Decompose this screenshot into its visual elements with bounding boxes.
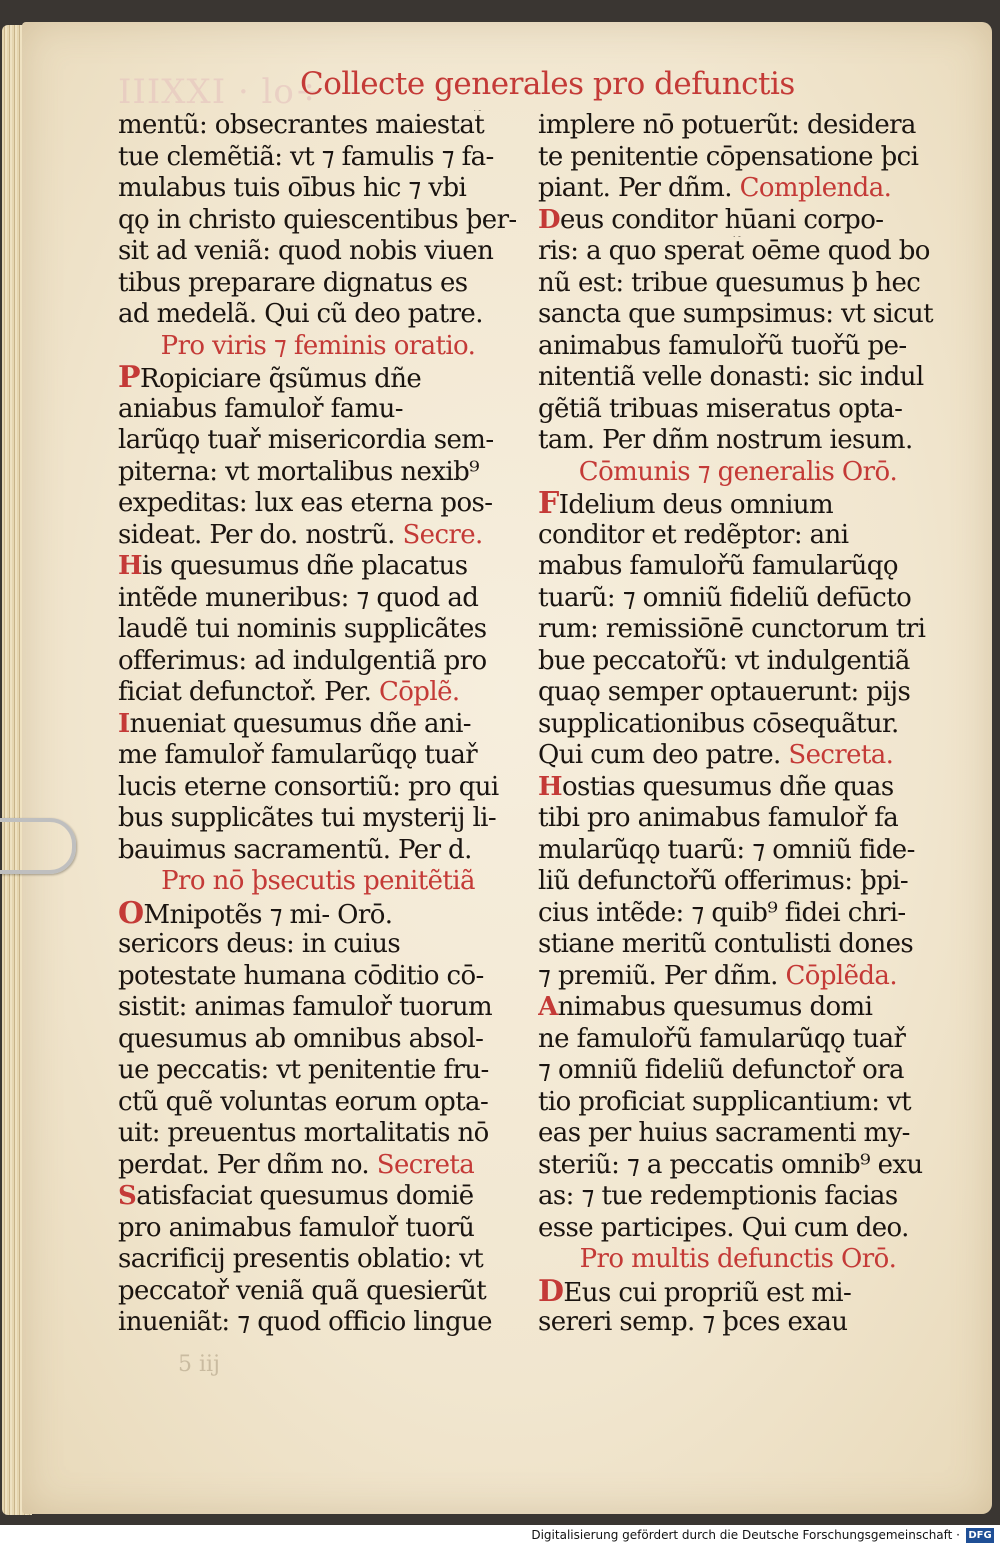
text-line <box>118 646 518 678</box>
text-line <box>118 551 518 583</box>
text-line <box>538 268 938 300</box>
line-text: potestate humana cōditio cō‐ <box>118 960 484 991</box>
line-text: tibus preparare dignatus es <box>118 267 468 298</box>
line-text: inueniãt: ⁊ quod officio lingue <box>118 1307 492 1337</box>
text-line <box>118 583 518 615</box>
line-text: perdat. Per dñm no. <box>118 1149 370 1180</box>
text-line <box>538 425 938 457</box>
text-line <box>118 1150 518 1182</box>
initial-letter: H <box>118 551 142 581</box>
text-line <box>538 646 938 678</box>
line-text: nimabus quesumus domi <box>557 992 873 1022</box>
text-line <box>118 898 518 930</box>
rubric-tail: Cōplẽda. <box>777 960 897 991</box>
line-text: sereri semp. ⁊ þces exau <box>538 1307 848 1337</box>
line-text: steriũ: ⁊ a peccatis omnib⁹ exu <box>538 1149 923 1180</box>
line-text: piterna: vt mortalibus nexib⁹ <box>118 456 479 487</box>
line-text: as: ⁊ tue redemptionis facias <box>538 1181 898 1211</box>
line-text: ⁊ omniũ fideliũ defunctoř ora <box>538 1055 904 1085</box>
text-line <box>118 1244 518 1276</box>
line-text: quaǫ semper optauerunt: pijs <box>538 677 911 707</box>
text-line <box>538 929 938 961</box>
text-line <box>118 520 518 552</box>
line-text: Mnipotẽs ⁊ mi‐ Orō. <box>143 899 393 929</box>
line-text: liũ defunctořũ offerimus: þpi‐ <box>538 866 909 896</box>
text-line <box>118 1181 518 1213</box>
text-line <box>118 1024 518 1056</box>
line-text: rum: remissiōnē cunctorum tri <box>538 614 926 644</box>
line-text: bauimus sacramentũ. Per d. <box>118 834 472 865</box>
line-text: ne famulořũ famularũqǫ tuař <box>538 1023 906 1054</box>
text-line <box>118 1307 518 1339</box>
line-text: quesumus ab omnibus absol‐ <box>118 1023 484 1054</box>
text-line <box>118 1118 518 1150</box>
line-text: sit ad veniã: quod nobis viuen <box>118 236 494 266</box>
line-text: cius intẽde: ⁊ quib⁹ fidei chri‐ <box>538 897 906 928</box>
line-text: bus supplicãtes tui mysterij li‐ <box>118 803 497 833</box>
initial-letter: P <box>118 362 140 394</box>
line-text: piant. Per dñm. <box>538 173 732 203</box>
line-text: implere nō potuerũt: desidera <box>538 110 916 140</box>
text-line <box>538 866 938 898</box>
text-line <box>538 173 938 205</box>
text-line <box>538 394 938 426</box>
line-text: larũqǫ tuař misericordia sem‐ <box>118 425 494 455</box>
text-line <box>118 173 518 205</box>
line-text: ctũ quẽ voluntas eorum opta‐ <box>118 1086 489 1117</box>
line-text: mabus famulořũ famularũqǫ <box>538 551 898 581</box>
line-text: sericors deus: in cuius <box>118 929 401 959</box>
line-text: expeditas: lux eas eterna pos‐ <box>118 488 493 518</box>
line-text: stiane meritũ contulisti dones <box>538 929 914 959</box>
line-text: mulabus tuis oībus hic ⁊ vbi <box>118 173 467 203</box>
line-text: esse participes. Qui cum deo. <box>538 1212 909 1243</box>
line-text: mentũ: obsecrantes maiestat̃ <box>118 110 485 140</box>
text-column-right <box>538 110 938 1339</box>
initial-letter: F <box>538 488 559 520</box>
text-column-left <box>118 110 518 1339</box>
text-line <box>538 614 938 646</box>
text-line <box>538 205 938 237</box>
text-line <box>538 583 938 615</box>
line-text: ad medelã. Qui cũ deo patre. <box>118 299 483 329</box>
text-line <box>538 803 938 835</box>
text-line <box>538 142 938 174</box>
text-line <box>118 1213 518 1245</box>
text-line <box>538 961 938 993</box>
initial-letter: H <box>538 771 562 802</box>
line-text: sancta que sumpsimus: vt sicut <box>538 299 934 329</box>
rubric-heading: Pro multis defunctis Orō. <box>579 1244 897 1274</box>
text-line <box>538 1307 938 1339</box>
line-text: intẽde muneribus: ⁊ quod ad <box>118 582 479 613</box>
rubric-tail: Secreta. <box>780 740 894 770</box>
text-line <box>538 362 938 394</box>
line-text: is quesumus dñe placatus <box>141 551 468 581</box>
text-line <box>538 1181 938 1213</box>
line-text: qǫ in christo quiescentibus þer‐ <box>118 204 517 235</box>
line-text: animabus famulořũ tuořũ pe‐ <box>538 330 907 361</box>
text-line <box>118 362 518 394</box>
running-head: Collecte generales pro defunctis <box>300 66 795 102</box>
text-line <box>538 740 938 772</box>
line-text: eas per huius sacramenti my‐ <box>538 1118 910 1148</box>
text-line <box>538 1087 938 1119</box>
line-text: tuarũ: ⁊ omniũ fideliũ defūcto <box>538 582 912 613</box>
text-line <box>538 110 938 142</box>
line-text: peccatoř veniã quã quesierũt <box>118 1275 487 1306</box>
text-line <box>538 1276 938 1308</box>
line-text: nitentiã velle donasti: sic indul <box>538 362 924 392</box>
text-line <box>538 992 938 1024</box>
text-line <box>538 1118 938 1150</box>
line-text: bue peccatořũ: vt indulgentiã <box>538 645 910 676</box>
footer-credit: Digitalisierung gefördert durch die Deutsche Forschungsgemeinschaft · <box>531 1528 960 1542</box>
line-text: ⁊ premiũ. Per dñm. <box>538 960 778 991</box>
text-line <box>538 331 938 363</box>
text-line <box>118 929 518 961</box>
line-text: pro animabus famuloř tuorũ <box>118 1212 475 1243</box>
text-line <box>118 236 518 268</box>
line-text: sacrificij presentis oblatio: vt <box>118 1244 484 1274</box>
initial-letter: O <box>118 897 144 929</box>
line-text: sideat. Per do. nostrũ. <box>118 519 395 550</box>
line-text: Ropiciare q̃sũmus dñe <box>139 364 422 394</box>
text-line <box>538 1213 938 1245</box>
line-text: tam. Per dñm nostrum iesum. <box>538 425 913 455</box>
line-text: uit: preuentus mortalitatis nō <box>118 1118 489 1148</box>
initial-letter: S <box>118 1181 137 1211</box>
rubric-tail: Secre. <box>394 519 483 550</box>
text-line <box>538 520 938 552</box>
line-text: gẽtiã tribuas miseratus opta‐ <box>538 393 903 424</box>
line-text: ris: a quo sperat̃ oēme quod bo <box>538 236 930 266</box>
text-line <box>118 488 518 520</box>
text-line <box>118 268 518 300</box>
line-text: mularũqǫ tuarũ: ⁊ omniũ fide‐ <box>538 834 915 865</box>
text-line <box>118 142 518 174</box>
text-line <box>118 614 518 646</box>
footer-bar <box>0 1525 1000 1547</box>
text-line <box>538 709 938 741</box>
text-line <box>118 992 518 1024</box>
text-line <box>538 1024 938 1056</box>
line-text: me famuloř famularũqǫ tuař <box>118 740 478 770</box>
line-text: te penitentie cōpensatione þci <box>538 141 919 172</box>
line-text: Idelium deus omnium <box>558 490 834 520</box>
text-line <box>118 740 518 772</box>
rubric-heading: Pro nō þsecutis penitẽtiã <box>161 866 475 896</box>
line-text: offerimus: ad indulgentiã pro <box>118 645 487 676</box>
rubric-heading: Pro viris ⁊ feminis oratio. <box>160 330 476 361</box>
text-line <box>118 394 518 426</box>
rubric-tail: Cōplẽ. <box>371 677 460 707</box>
line-text: laudẽ tui nominis supplicãtes <box>118 614 487 644</box>
text-line <box>118 709 518 741</box>
text-line <box>118 961 518 993</box>
text-line <box>118 1055 518 1087</box>
text-line <box>538 488 938 520</box>
text-line <box>538 1150 938 1182</box>
text-line <box>538 898 938 930</box>
rubric-tail: Complenda. <box>731 173 892 203</box>
line-text: tio proficiat supplicantium: vt <box>538 1086 911 1117</box>
text-line <box>118 425 518 457</box>
text-line <box>538 677 938 709</box>
line-text: sistit: animas famuloř tuorum <box>118 992 493 1022</box>
text-line <box>118 457 518 489</box>
text-line <box>538 236 938 268</box>
text-line <box>538 551 938 583</box>
folio-ghost-text: IIIXXI · lo÷ <box>118 72 325 112</box>
line-text: ficiat defunctoř. Per. <box>118 677 372 707</box>
text-line <box>538 299 938 331</box>
initial-letter: I <box>118 708 130 739</box>
text-line <box>118 677 518 709</box>
text-line <box>118 299 518 331</box>
line-text: ue peccatis: vt penitentie fru‐ <box>118 1055 489 1085</box>
line-text: Eus cui propriũ est mi‐ <box>563 1277 852 1307</box>
text-line <box>118 835 518 867</box>
line-text: eus conditor hūani corpo‐ <box>559 204 884 235</box>
rubric-heading: Cōmunis ⁊ generalis Orō. <box>578 456 898 487</box>
text-line <box>538 835 938 867</box>
line-text: atisfaciat quesumus domiē <box>136 1181 474 1211</box>
paper-clip <box>0 818 76 874</box>
line-text: nũ est: tribue quesumus þ hec <box>538 267 921 298</box>
line-text: nueniat quesumus dñe ani‐ <box>129 708 471 739</box>
initial-letter: D <box>538 1275 564 1307</box>
line-text: tue clemẽtiã: vt ⁊ famulis ⁊ fa‐ <box>118 141 494 172</box>
text-line <box>538 1055 938 1087</box>
text-line <box>118 110 518 142</box>
rubric-tail: Secreta <box>369 1149 475 1180</box>
text-line <box>118 205 518 237</box>
line-text: tibi pro animabus famuloř fa <box>538 803 899 833</box>
line-text: ostias quesumus dñe quas <box>561 771 894 802</box>
signature-mark: 5 iij <box>178 1352 220 1377</box>
text-line <box>538 772 938 804</box>
text-line <box>118 1087 518 1119</box>
text-line <box>118 772 518 804</box>
line-text: Qui cum deo patre. <box>538 740 781 770</box>
initial-letter: D <box>538 204 560 235</box>
text-line <box>118 803 518 835</box>
text-line <box>118 1276 518 1308</box>
line-text: aniabus famuloř famu‐ <box>118 393 403 424</box>
dfg-logo: DFG <box>966 1528 994 1543</box>
line-text: conditor et redẽptor: ani <box>538 519 849 550</box>
line-text: supplicationibus cōsequãtur. <box>538 708 899 739</box>
line-text: lucis eterne consortiũ: pro qui <box>118 771 499 802</box>
initial-letter: A <box>538 992 558 1022</box>
